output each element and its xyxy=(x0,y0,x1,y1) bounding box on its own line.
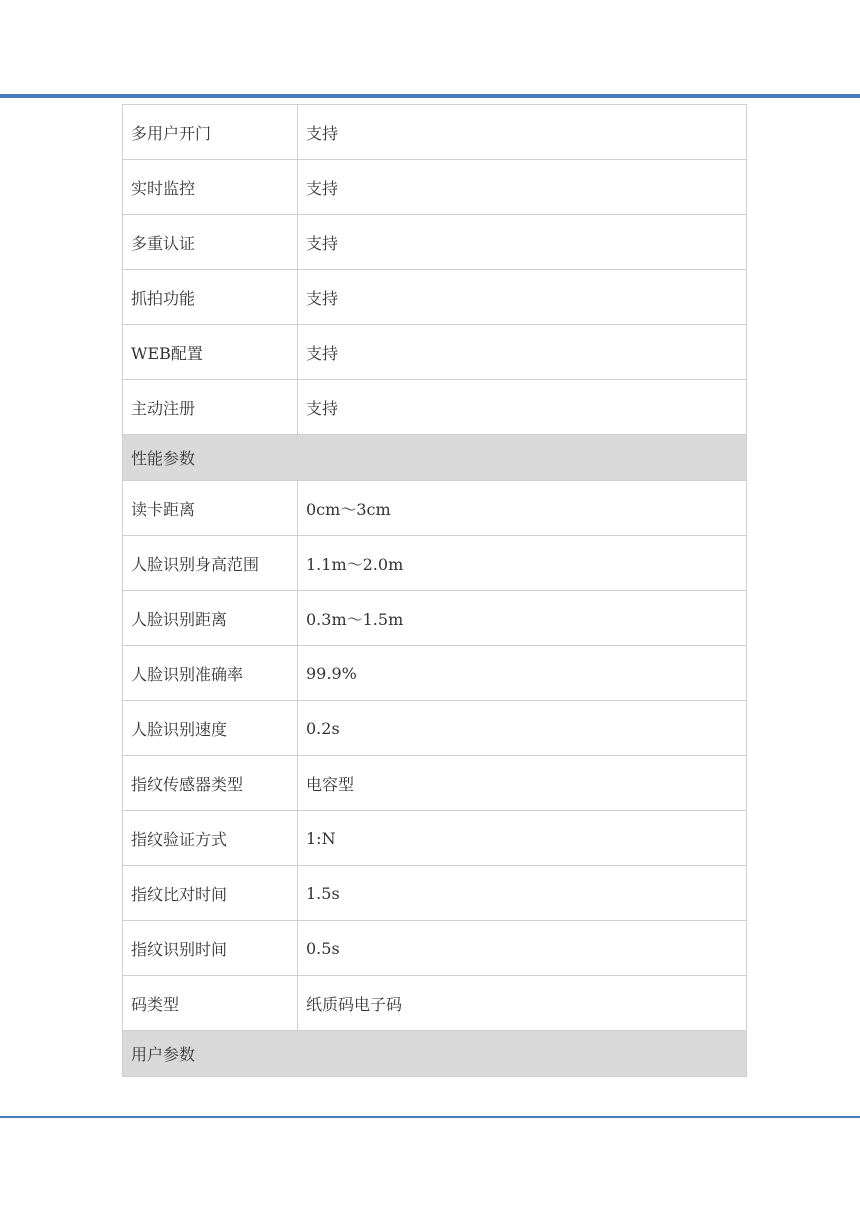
spec-row xyxy=(123,701,747,756)
spec-value: 支持 xyxy=(298,270,747,325)
spec-value: 支持 xyxy=(298,325,747,380)
section-title: 用户参数 xyxy=(123,1031,747,1077)
section-header-user xyxy=(123,1031,747,1077)
spec-label: 多重认证 xyxy=(123,215,298,270)
spec-value: 支持 xyxy=(298,380,747,435)
spec-value: 0.3m～1.5m xyxy=(298,591,747,646)
spec-value: 0.2s xyxy=(298,701,747,756)
spec-row xyxy=(123,811,747,866)
spec-row xyxy=(123,536,747,591)
spec-label: 抓拍功能 xyxy=(123,270,298,325)
spec-label: 指纹验证方式 xyxy=(123,811,298,866)
spec-row xyxy=(123,270,747,325)
spec-row xyxy=(123,215,747,270)
spec-value: 支持 xyxy=(298,160,747,215)
spec-value: 纸质码电子码 xyxy=(298,976,747,1031)
spec-row xyxy=(123,591,747,646)
spec-label: 实时监控 xyxy=(123,160,298,215)
spec-label: 人脸识别身高范围 xyxy=(123,536,298,591)
spec-row xyxy=(123,646,747,701)
spec-value: 99.9% xyxy=(298,646,747,701)
spec-label: 指纹识别时间 xyxy=(123,921,298,976)
spec-row xyxy=(123,756,747,811)
spec-label: 指纹传感器类型 xyxy=(123,756,298,811)
spec-label: 人脸识别距离 xyxy=(123,591,298,646)
section-header-performance xyxy=(123,435,747,481)
spec-value: 1.1m～2.0m xyxy=(298,536,747,591)
spec-table-body xyxy=(123,105,747,1077)
spec-label: 指纹比对时间 xyxy=(123,866,298,921)
section-title: 性能参数 xyxy=(123,435,747,481)
spec-label: 读卡距离 xyxy=(123,481,298,536)
spec-row xyxy=(123,380,747,435)
header-rule xyxy=(0,94,860,98)
spec-label: 人脸识别速度 xyxy=(123,701,298,756)
spec-value: 1:N xyxy=(298,811,747,866)
spec-row xyxy=(123,866,747,921)
spec-label: 码类型 xyxy=(123,976,298,1031)
spec-value: 支持 xyxy=(298,215,747,270)
spec-row xyxy=(123,921,747,976)
spec-value: 1.5s xyxy=(298,866,747,921)
spec-value: 支持 xyxy=(298,105,747,160)
footer-rule xyxy=(0,1116,860,1118)
spec-label: 主动注册 xyxy=(123,380,298,435)
spec-row xyxy=(123,105,747,160)
spec-value: 0cm～3cm xyxy=(298,481,747,536)
spec-table xyxy=(122,104,747,1077)
spec-row xyxy=(123,481,747,536)
spec-row xyxy=(123,976,747,1031)
spec-label: 多用户开门 xyxy=(123,105,298,160)
spec-value: 电容型 xyxy=(298,756,747,811)
spec-label: WEB配置 xyxy=(123,325,298,380)
spec-row xyxy=(123,160,747,215)
spec-label: 人脸识别准确率 xyxy=(123,646,298,701)
spec-value: 0.5s xyxy=(298,921,747,976)
spec-row xyxy=(123,325,747,380)
